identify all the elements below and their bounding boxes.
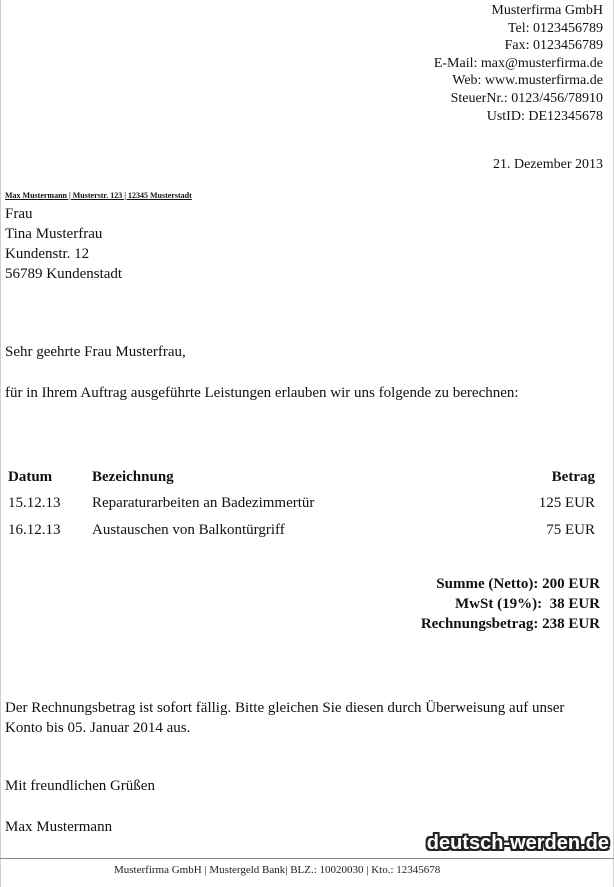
item-amount: 125 EUR — [538, 495, 595, 511]
sender-fax: Fax: 0123456789 — [504, 38, 603, 54]
payment-terms-paragraph: Der Rechnungsbetrag ist sofort fällig. Bitte gleichen Sie diesen durch Überweisung auf unser Konto bis 05. Januar 2014 aus. — [5, 700, 565, 736]
salutation: Sehr geehrte Frau Musterfrau, — [5, 344, 186, 360]
watermark-logo: deutsch-werden.de — [426, 832, 609, 854]
table-row — [5, 517, 601, 544]
table-header-row — [5, 464, 601, 490]
sender-web: Web: www.musterfirma.de — [452, 73, 603, 89]
header-date: Datum — [8, 468, 53, 485]
sender-phone: Tel: 0123456789 — [507, 20, 603, 36]
sender-tax-number: SteuerNr.: 0123/456/78910 — [450, 90, 603, 106]
recipient-city: 56789 Kundenstadt — [5, 266, 123, 282]
footer-bank-details: Musterfirma GmbH | Mustergeld Bank| BLZ.: 10020030 | Kto.: 12345678 — [114, 864, 441, 876]
return-address-line: Max Mustermann | Musterstr. 123 | 12345 Musterstadt — [5, 191, 192, 200]
header-amount: Betrag — [551, 468, 595, 485]
invoice-items-table — [5, 464, 601, 544]
sender-address-block — [243, 2, 603, 125]
total-gross: Rechnungsbetrag: 238 EUR — [420, 616, 600, 632]
recipient-street: Kundenstr. 12 — [5, 246, 90, 262]
closing-greeting: Mit freundlichen Grüßen — [5, 778, 155, 794]
totals-block — [421, 574, 600, 634]
page-border-left — [0, 0, 1, 887]
total-net: Summe (Netto): 200 EUR — [436, 576, 600, 592]
item-amount: 75 EUR — [546, 522, 595, 538]
recipient-title: Frau — [5, 206, 33, 222]
sender-company: Musterfirma GmbH — [491, 3, 603, 18]
footer-divider — [0, 858, 614, 859]
intro-paragraph: für in Ihrem Auftrag ausgeführte Leistungen erlauben wir uns folgende zu berechnen: — [5, 385, 519, 401]
item-description: Austauschen von Balkontürgriff — [92, 522, 285, 538]
item-date: 15.12.13 — [8, 495, 61, 511]
item-description: Reparaturarbeiten an Badezimmertür — [92, 495, 315, 511]
sender-vat-id: UstID: DE12345678 — [486, 108, 603, 124]
recipient-address-block — [5, 204, 122, 284]
sender-email: E-Mail: max@musterfirma.de — [433, 55, 603, 71]
table-row — [5, 490, 601, 517]
signature-name: Max Mustermann — [5, 819, 113, 835]
letter-date: 21. Dezember 2013 — [492, 157, 603, 172]
item-date: 16.12.13 — [8, 522, 61, 538]
recipient-name: Tina Musterfrau — [5, 226, 103, 242]
header-description: Bezeichnung — [92, 468, 174, 485]
total-vat: MwSt (19%): 38 EUR — [455, 596, 600, 612]
